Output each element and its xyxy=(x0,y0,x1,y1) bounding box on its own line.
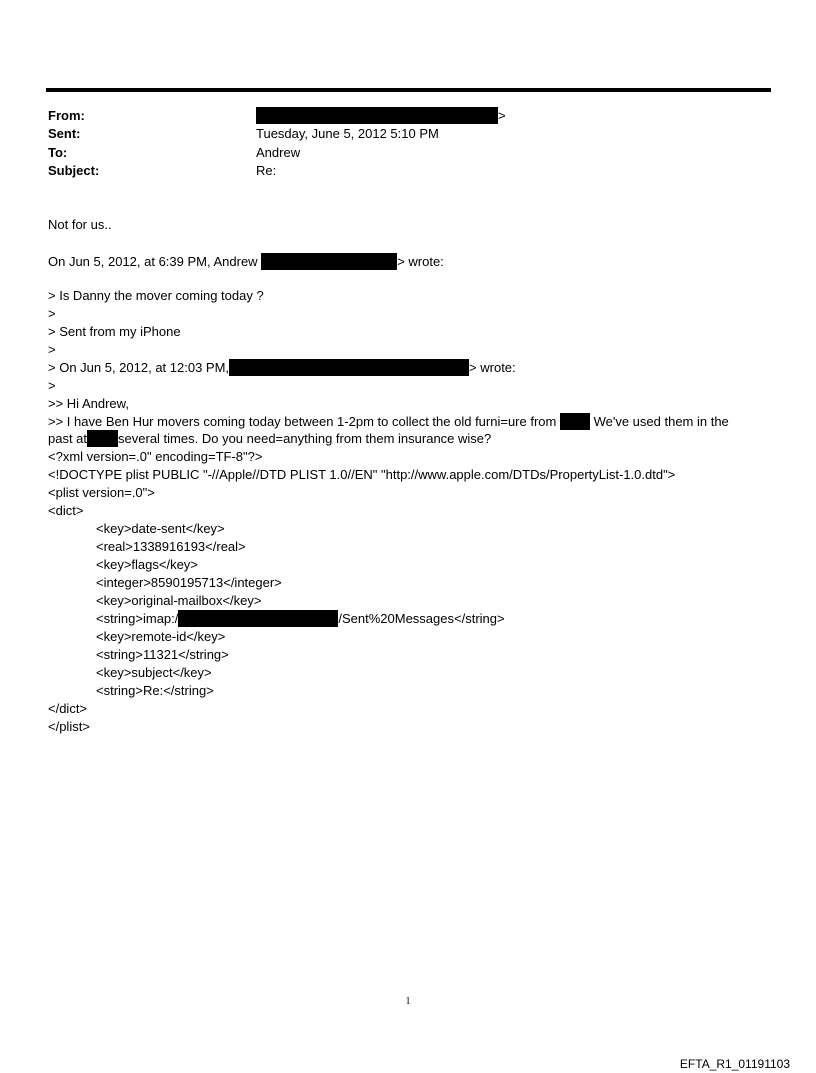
body-line: >> Hi Andrew, xyxy=(48,396,129,411)
body-line: <integer>8590195713</integer> xyxy=(96,575,282,590)
redaction-bar xyxy=(560,413,590,430)
bates-number: EFTA_R1_01191103 xyxy=(679,1057,790,1071)
body-line: > xyxy=(48,378,56,393)
body-line: <string>imap:/ /Sent%20Messages</string> xyxy=(96,611,505,626)
page-number: 1 xyxy=(405,996,411,1007)
body-line: <key>date-sent</key> xyxy=(96,521,225,536)
subject-value: Re: xyxy=(256,163,277,178)
body-line: > xyxy=(48,342,56,357)
redaction-bar xyxy=(87,430,118,447)
body-line: > xyxy=(48,306,56,321)
sent-label: Sent: xyxy=(48,126,81,141)
redaction-bar xyxy=(229,359,469,376)
body-line: <key>subject</key> xyxy=(96,665,212,680)
body-line: <!DOCTYPE plist PUBLIC "-//Apple//DTD PLIST 1.0//EN" "http://www.apple.com/DTDs/PropertyList-1.0.dtd"> xyxy=(48,467,676,482)
from-value: > xyxy=(256,107,506,125)
body-line: <key>flags</key> xyxy=(96,557,198,572)
body-line: On Jun 5, 2012, at 6:39 PM, Andrew > wrote: xyxy=(48,254,444,269)
to-value: Andrew xyxy=(256,145,301,160)
sent-value: Tuesday, June 5, 2012 5:10 PM xyxy=(256,126,439,141)
subject-label: Subject: xyxy=(48,163,100,178)
body-line: Not for us.. xyxy=(48,217,112,232)
body-line: > Sent from my iPhone xyxy=(48,324,181,339)
redaction-bar xyxy=(256,107,498,124)
body-line: <?xml version=.0" encoding=TF-8"?> xyxy=(48,449,263,464)
body-line: <dict> xyxy=(48,503,84,518)
body-line: <real>1338916193</real> xyxy=(96,539,246,554)
body-line: > On Jun 5, 2012, at 12:03 PM, > wrote: xyxy=(48,360,516,375)
body-line: <key>original-mailbox</key> xyxy=(96,593,262,608)
from-label: From: xyxy=(48,108,85,123)
to-label: To: xyxy=(48,145,68,160)
redaction-bar xyxy=(178,610,338,627)
body-line: > Is Danny the mover coming today ? xyxy=(48,288,264,303)
body-line: past at several times. Do you need=anything from them insurance wise? xyxy=(48,431,492,446)
body-line: </plist> xyxy=(48,719,90,734)
header-rule xyxy=(46,88,771,92)
body-line: <key>remote-id</key> xyxy=(96,629,226,644)
body-line: <string>Re:</string> xyxy=(96,683,214,698)
redaction-bar xyxy=(261,253,397,270)
body-line: <plist version=.0"> xyxy=(48,485,155,500)
body-line: <string>11321</string> xyxy=(96,647,229,662)
body-line: </dict> xyxy=(48,701,88,716)
body-line: >> I have Ben Hur movers coming today between 1-2pm to collect the old furni=ure from We've used them in the xyxy=(48,414,729,429)
